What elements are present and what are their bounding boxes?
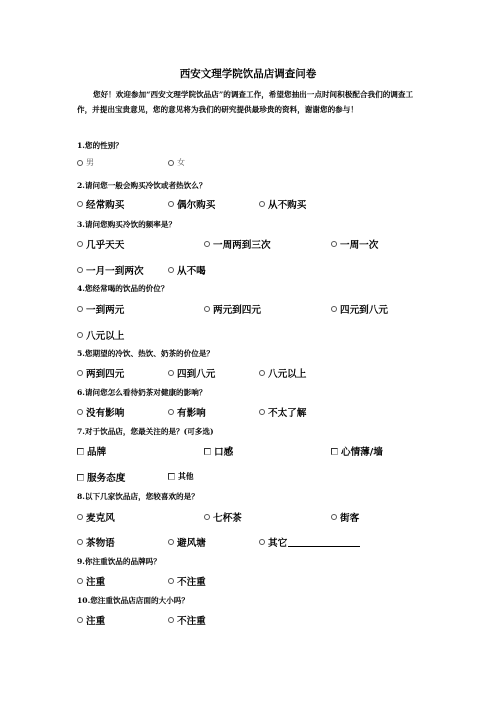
radio-icon <box>168 617 174 623</box>
q3-option-5[interactable]: 从不喝 <box>168 263 206 277</box>
q3-option-1[interactable]: 几乎天天 <box>77 237 124 251</box>
question-2: 2.请问您一般会购买冷饮或者热饮么？ <box>77 181 207 190</box>
question-8: 8.以下几家饮品店，您较喜欢的是？ <box>77 492 199 501</box>
radio-icon <box>204 241 210 247</box>
question-3: 3.请问您购买冷饮的频率是？ <box>77 220 177 229</box>
radio-icon <box>77 306 83 312</box>
q1-option-female[interactable]: 女 <box>168 157 185 168</box>
radio-icon <box>77 539 83 545</box>
q7-option-2[interactable]: 口感 <box>204 444 233 458</box>
question-10: 10.您注重饮品店店面的大小吗？ <box>77 596 189 605</box>
q4-option-3[interactable]: 四元到八元 <box>331 302 388 316</box>
radio-icon <box>331 306 337 312</box>
q7-option-1[interactable]: 品牌 <box>77 444 106 458</box>
radio-icon <box>259 409 265 415</box>
q7-option-4[interactable]: 服务态度 <box>77 470 125 484</box>
question-7: 7.对于饮品店，您最关注的是？(可多选) <box>77 427 214 436</box>
radio-icon <box>331 241 337 247</box>
q8-option-6[interactable]: 其它 <box>259 535 360 549</box>
radio-icon <box>77 332 83 338</box>
question-5: 5.您期望的冷饮、热饮、奶茶的价位是？ <box>77 349 215 358</box>
q8-option-3[interactable]: 街客 <box>331 510 359 524</box>
radio-icon <box>77 409 83 415</box>
radio-icon <box>168 267 174 273</box>
radio-icon <box>204 306 210 312</box>
page-title: 西安文理学院饮品店调查问卷 <box>179 68 317 80</box>
q1-option-male[interactable]: 男 <box>77 157 94 168</box>
radio-icon <box>77 267 83 273</box>
question-4: 4.您经常喝的饮品的价位？ <box>77 284 169 293</box>
q4-option-4[interactable]: 八元以上 <box>77 328 124 342</box>
q9-option-1[interactable]: 注重 <box>77 574 105 588</box>
radio-icon <box>77 514 83 520</box>
radio-icon <box>259 201 265 207</box>
checkbox-icon <box>77 474 84 481</box>
q2-option-3[interactable]: 从不购买 <box>259 197 306 211</box>
q3-option-2[interactable]: 一周两到三次 <box>204 237 271 251</box>
question-6: 6.请问您怎么看待奶茶对健康的影响？ <box>77 388 207 397</box>
q10-option-1[interactable]: 注重 <box>77 613 105 627</box>
q8-option-5[interactable]: 避风塘 <box>168 535 206 549</box>
radio-icon <box>77 617 83 623</box>
radio-icon <box>168 578 174 584</box>
question-1: 1.您的性别？ <box>77 141 123 150</box>
checkbox-icon <box>168 473 175 480</box>
q3-option-4[interactable]: 一月一到两次 <box>77 263 144 277</box>
question-9: 9.你注重饮品的品牌吗？ <box>77 557 161 566</box>
checkbox-icon <box>204 448 211 455</box>
q7-option-5[interactable]: 其他 <box>168 471 194 482</box>
checkbox-icon <box>331 448 338 455</box>
radio-icon <box>331 514 337 520</box>
q2-option-2[interactable]: 偶尔购买 <box>168 197 215 211</box>
intro-paragraph: 您好！欢迎参加“西安文理学院饮品店”的调查工作，希望您抽出一点时间积极配合我们的调查工作，并提出宝贵意见，您的意见将为我们的研究提供最珍贵的资料，谢谢您的参与！ <box>77 90 414 114</box>
radio-icon <box>259 539 265 545</box>
q9-option-2[interactable]: 不注重 <box>168 574 206 588</box>
radio-icon <box>168 160 174 166</box>
radio-icon <box>204 514 210 520</box>
radio-icon <box>77 578 83 584</box>
radio-icon <box>77 160 83 166</box>
radio-icon <box>168 370 174 376</box>
q6-option-3[interactable]: 不太了解 <box>259 405 306 419</box>
radio-icon <box>77 241 83 247</box>
q4-option-2[interactable]: 两元到四元 <box>204 302 261 316</box>
q7-option-3[interactable]: 心情薄/墙 <box>331 444 383 458</box>
q8-option-4[interactable]: 茶物语 <box>77 535 115 549</box>
q6-option-1[interactable]: 没有影响 <box>77 405 124 419</box>
radio-icon <box>168 201 174 207</box>
radio-icon <box>168 539 174 545</box>
q3-option-3[interactable]: 一周一次 <box>331 237 378 251</box>
q5-option-3[interactable]: 八元以上 <box>259 366 306 380</box>
radio-icon <box>77 201 83 207</box>
q4-option-1[interactable]: 一到两元 <box>77 302 124 316</box>
q5-option-2[interactable]: 四到八元 <box>168 366 215 380</box>
q5-option-1[interactable]: 两到四元 <box>77 366 124 380</box>
q8-option-1[interactable]: 麦克风 <box>77 510 115 524</box>
radio-icon <box>168 409 174 415</box>
radio-icon <box>259 370 265 376</box>
radio-icon <box>77 370 83 376</box>
q6-option-2[interactable]: 有影响 <box>168 405 206 419</box>
other-fill-blank[interactable] <box>288 537 360 547</box>
q10-option-2[interactable]: 不注重 <box>168 613 206 627</box>
q2-option-1[interactable]: 经常购买 <box>77 197 124 211</box>
q8-option-2[interactable]: 七杯茶 <box>204 510 242 524</box>
checkbox-icon <box>77 448 84 455</box>
